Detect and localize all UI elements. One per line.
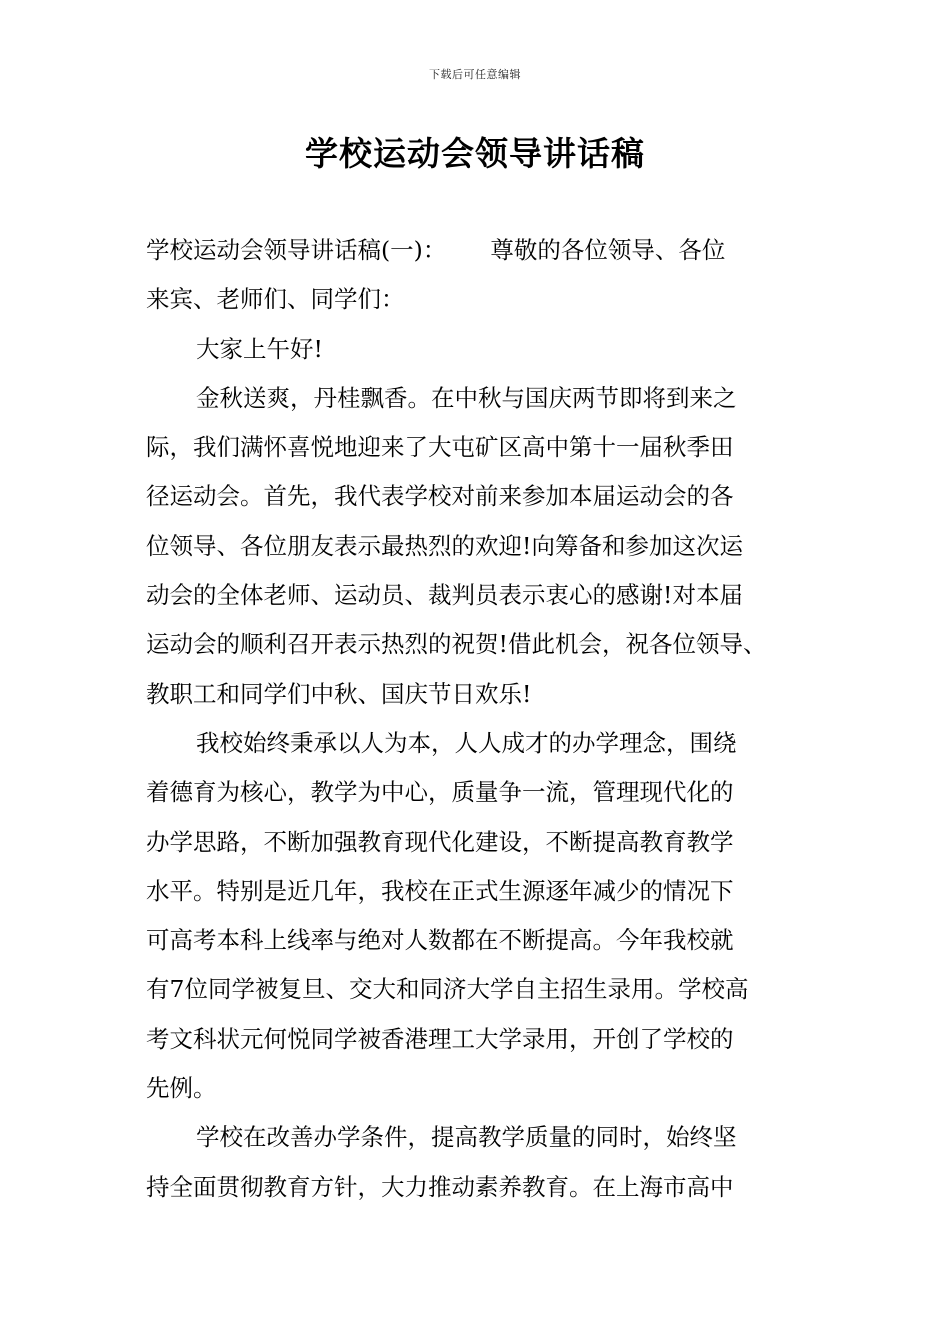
paragraph-line: 际，我们满怀喜悦地迎来了大屯矿区高中第十一届秋季田 — [146, 433, 734, 462]
paragraph-line: 学校在改善办学条件，提高教学质量的同时，始终坚 — [196, 1123, 737, 1152]
paragraph-line: 径运动会。首先，我代表学校对前来参加本届运动会的各 — [146, 482, 734, 511]
intro-line-1 — [146, 226, 826, 275]
paragraph-line: 着德育为核心，教学为中心，质量争一流，管理现代化的 — [146, 778, 734, 807]
paragraph-line: 金秋送爽，丹桂飘香。在中秋与国庆两节即将到来之 — [196, 383, 737, 412]
paragraph-line: 水平。特别是近几年，我校在正式生源逐年减少的情况下 — [146, 876, 734, 905]
paragraph-line: 运动会的顺利召开表示热烈的祝贺!借此机会，祝各位领导、 — [146, 630, 767, 659]
paragraph-line: 教职工和同学们中秋、国庆节日欢乐! — [146, 679, 532, 708]
paragraph-line: 考文科状元何悦同学被香港理工大学录用，开创了学校的 — [146, 1024, 734, 1053]
paragraph-line: 位领导、各位朋友表示最热烈的欢迎!向筹备和参加这次运 — [146, 531, 743, 560]
intro-label: 学校运动会领导讲话稿(一)： — [146, 236, 447, 264]
paragraph-line: 先例。 — [146, 1074, 217, 1103]
paragraph-line: 办学思路，不断加强教育现代化建设，不断提高教育教学 — [146, 827, 734, 856]
paragraph-line: 有7位同学被复旦、交大和同济大学自主招生录用。学校高 — [146, 975, 749, 1004]
paragraph-line: 可高考本科上线率与绝对人数都在不断提高。今年我校就 — [146, 926, 734, 955]
document-title: 学校运动会领导讲话稿 — [305, 134, 645, 173]
header-note: 下载后可任意编辑 — [429, 68, 521, 81]
document-body — [146, 226, 826, 1212]
salutation-part-2: 来宾、老师们、同学们： — [146, 285, 405, 314]
paragraph-line: 动会的全体老师、运动员、裁判员表示衷心的感谢!对本届 — [146, 581, 743, 610]
salutation-part-1: 尊敬的各位领导、各位 — [490, 236, 726, 264]
paragraph-line: 我校始终秉承以人为本，人人成才的办学理念，围绕 — [196, 728, 737, 757]
paragraph-greeting: 大家上午好! — [196, 334, 323, 363]
paragraph-line: 持全面贯彻教育方针，大力推动素养教育。在上海市高中 — [146, 1172, 734, 1201]
